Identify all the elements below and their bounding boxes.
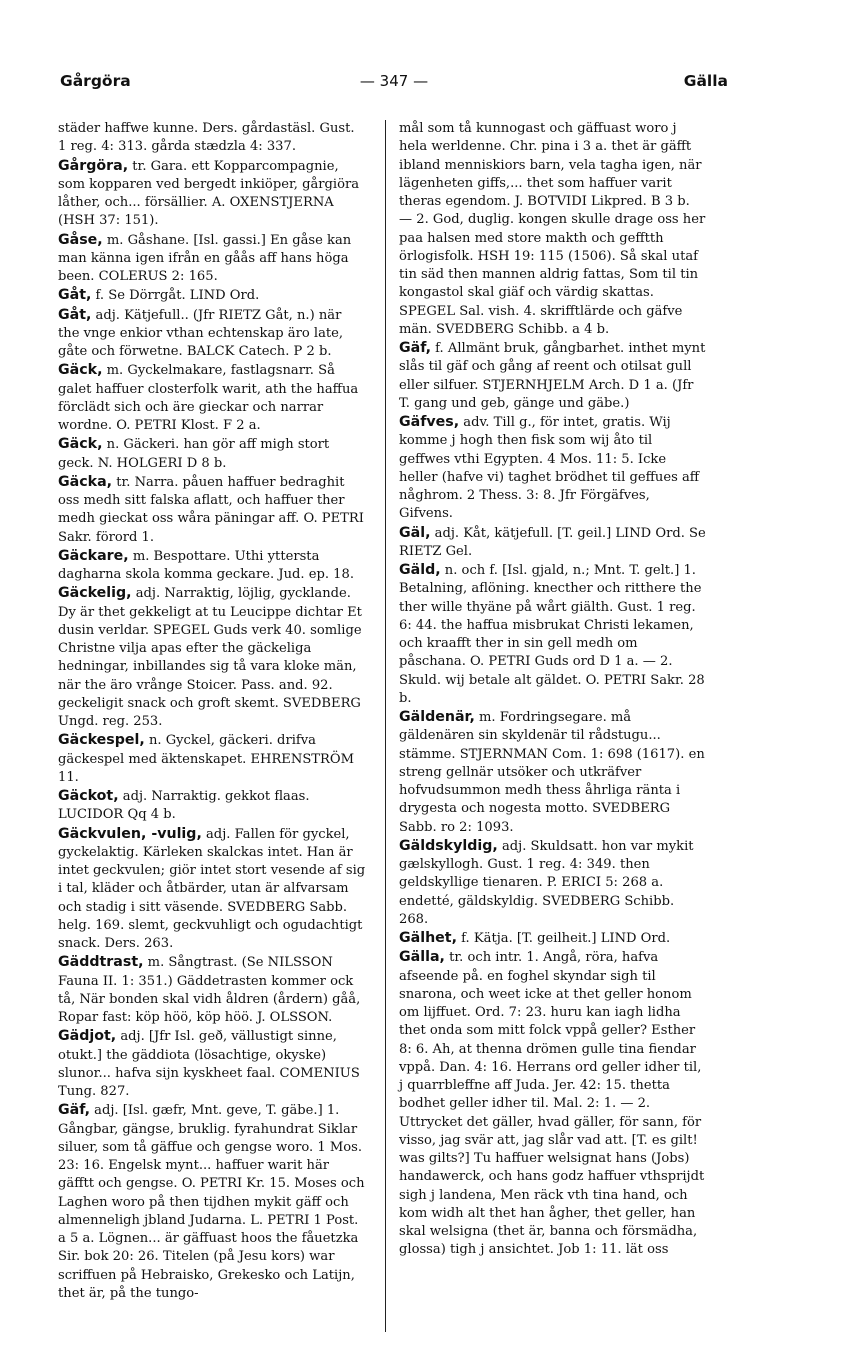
entry-text: adj. Skuldsatt. hon var mykit gælskyllogh. Gust. 1 reg. 4: 349. then geldskyllige tienaren. P. ERICI 5: 268 a. endetté, gäldskyldig. SVEDBERG Schibb. 268. (399, 838, 694, 927)
dictionary-entry (399, 413, 707, 524)
entry-text: f. Se Dörrgåt. LIND Ord. (91, 288, 260, 304)
entry-text: n. Gyckel, gäckeri. drifva gäckespel med äktenskapet. EHRENSTRÖM 11. (58, 733, 355, 785)
entry-text: adj. Narraktig. gekkot flaas. LUCIDOR Qq 4 b. (58, 789, 310, 823)
entry-headword: Gäck, (58, 436, 103, 453)
column-divider (385, 120, 386, 1332)
entry-text: mål som tå kunnogast och gäffuast woro j hela werldenne. Chr. pina i 3 a. thet är gäfft ibland menniskiors barn, vela tagha igen, när lägenheten giffs,... thet som haffuer varit theras egendom. J. BOTVIDI Likpred. B 3 b. — 2. God, duglig. kongen skulle drage oss her paa halsen med store makth och gefftth örlogisfolk. HSH 19: 115 (1506). Så skal utaf tin säd then mannen aldrig fattas, Som til tin kongastol skal giäf och värdig skattas. SPEGEL Sal. vish. 4. skrifftlärde och gäfve män. SVEDBERG Schibb. a 4 b. (399, 121, 706, 337)
entry-text: tr. Gara. ett Kopparcompagnie, som kopparen ved bergedt inkiöper, gårgiöra låther, och... försällier. A. OXENSTJERNA (HSH 37: 151). (58, 158, 360, 229)
dictionary-entry (399, 948, 707, 1259)
entry-text: adj. Kätjefull.. (Jfr RIETZ Gåt, n.) när the vnge enkior vthan echtenskap äro late, gåte och förwetne. BALCK Catech. P 2 b. (58, 307, 344, 359)
dictionary-entry (58, 1101, 366, 1303)
dictionary-entry (58, 157, 366, 231)
dictionary-entry (399, 524, 707, 562)
entry-headword: Gåt, (58, 287, 92, 304)
entry-headword: Gäckelig, (58, 585, 132, 602)
entry-headword: Gäcka, (58, 473, 113, 490)
entry-headword: Gäckvulen, -vulig, (58, 825, 202, 842)
left-column (58, 120, 366, 1303)
entry-headword: Gäld, (399, 562, 441, 578)
dictionary-entry (399, 339, 707, 413)
entry-headword: Gädjot, (58, 1028, 117, 1045)
entry-headword: Gäckespel, (58, 732, 145, 749)
entry-headword: Gåse, (58, 231, 103, 248)
entry-text: tr. Narra. påuen haffuer bedraghit oss medh sitt falska aflatt, och haffuer ther medh gieckat oss wåra päningar aff. O. PETRI Sakr. förord 1. (58, 474, 364, 545)
dictionary-entry (399, 708, 707, 837)
dictionary-entry (58, 731, 366, 787)
entry-headword: Gäckare, (58, 547, 129, 564)
right-column (399, 120, 707, 1260)
entry-headword: Gäf, (399, 340, 432, 356)
entry-text: städer haffwe kunne. Ders. gårdastäsl. Gust. 1 reg. 4: 313. gårda stædzla 4: 337. (58, 121, 355, 155)
entry-text: m. Fordringsegare. må gäldenären sin skyldenär til rådstugu... stämme. STJERNMAN Com. 1: 698 (1617). en streng gellnär utsöker och utkräfver hofvudsummon medh thess åhrliga ränta i drygesta och nogesta motto. SVEDBERG Sabb. ro 2: 1093. (399, 710, 705, 835)
dictionary-entry (58, 120, 366, 157)
entry-text: m. Sångtrast. (Se NILSSON Fauna II. 1: 351.) Gäddetrasten kommer ock tå, När bonden skal vidh åldren (årdern) gåå, Ropar fast: köp höö, köp höö. J. OLSSON. (58, 955, 361, 1025)
header-right-headword: Gälla (683, 72, 728, 90)
entry-text: m. Bespottare. Uthi yttersta dagharna skola komma geckare. Jud. ep. 18. (58, 548, 354, 582)
header-left-headword: Gårgöra (60, 72, 131, 90)
dictionary-entry (58, 1027, 366, 1101)
entry-text: n. Gäckeri. han gör aff migh stort geck. N. HOLGERI D 8 b. (58, 437, 330, 471)
dictionary-entry (58, 473, 366, 547)
entry-text: m. Gyckelmakare, fastlagsnarr. Så galet haffuer closterfolk warit, ath the haffua förclädt sich och äre gieckar och narrar wordne. O. PETRI Klost. F 2 a. (58, 363, 359, 433)
entry-headword: Gälla, (399, 949, 445, 966)
page-number: — 347 — (359, 72, 429, 90)
entry-text: adj. Fallen för gyckel, gyckelaktig. Kärleken skalckas intet. Han är intet geckvulen; giör intet stort vesende af sig i tal, kläder och åtbärder, utan är alfvarsam och stadig i sitt väsende. SVEDBERG Sabb. helg. 169. slemt, geckvuhligt och ogudachtigt snack. Ders. 263. (58, 826, 366, 951)
dictionary-entry (399, 837, 707, 929)
dictionary-entry (399, 929, 707, 948)
dictionary-entry (399, 561, 707, 708)
entry-text: m. Gåshane. [Isl. gassi.] En gåse kan man känna igen ifrån en gåås aff hans höga been. COLERUS 2: 165. (58, 232, 352, 284)
dictionary-entry (58, 231, 366, 287)
entry-headword: Gäldenär, (399, 709, 475, 725)
entry-headword: Gäf, (58, 1102, 91, 1119)
dictionary-entry (399, 120, 707, 339)
entry-headword: Gåt, (58, 306, 92, 323)
entry-text: adj. [Isl. gæfr, Mnt. geve, T. gäbe.] 1. Gångbar, gängse, bruklig. fyrahundrat Siklar siluer, som tå gäffue och gengse woro. 1 Mos. 23: 16. Engelsk mynt... haffuer warit här gäfftt och gengse. O. PETRI Kr. 15. Moses och Laghen woro på then tijdhen mykit gäff och almenneligh jbland Judarna. L. PETRI 1 Post. a 5 a. Lögnen... är gäffuast hoos the fåuetzka Sir. bok 20: 26. Titelen (på Jesu kors) war scriffuen på Hebraisko, Grekesko och Latijn, thet är, på the tungo- (58, 1103, 365, 1301)
entry-headword: Gäldskyldig, (399, 837, 498, 854)
dictionary-entry (58, 825, 366, 954)
entry-text: adj. [Jfr Isl. geð, vällustigt sinne, otukt.] the gäddiota (lösachtige, okyske) slunor... hafva sijn kyskheet faal. COMENIUS Tung. 827. (58, 1029, 360, 1099)
entry-text: f. Kätja. [T. geilheit.] LIND Ord. (456, 931, 671, 946)
entry-text: tr. och intr. 1. Angå, röra, hafva afseende på. en foghel skyndar sigh til snarona, och weet icke at thet geller honom om lijffuet. Ord. 7: 23. huru kan iagh lidha thet onda som mitt folck vppå geller? Esther 8: 6. Ah, at thenna drömen gulle tina fiendar vppå. Dan. 4: 16. Herrans ord geller idher til, j quarrbleffne aff Juda. Jer. 42: 15. thetta bodhet geller idher til. Mal. 2: 1. — 2. Uttrycket det gäller, hvad gäller, för sann, för visso, jag svär att, jag slår vad att. [T. es gilt! was gilts?] Tu haffuer welsignat hans (Jobs) handawerck, och hans godz haffuer vthsprijdt sigh j landena, Men räck vth tina hand, och kom widh alt thet han ågher, thet geller, han skal welsigna (thet är, banna och försmädha, glossa) tigh j ansichtet. Job 1: 11. lät oss (399, 950, 705, 1258)
dictionary-entry (58, 547, 366, 585)
entry-text: n. och f. [Isl. gjald, n.; Mnt. T. gelt.] 1. Betalning, aflöning. knecther och ritthere the ther wille thyäne på wårt giälth. Gust. 1 reg. 6: 44. the haffua misbrukat Christi lekamen, och kraafft ther in sin gell medh om påschana. O. PETRI Guds ord D 1 a. — 2. Skuld. wij betale alt gäldet. O. PETRI Sakr. 28 b. (399, 563, 705, 706)
entry-headword: Gäl, (399, 524, 431, 541)
entry-headword: Gälhet, (399, 930, 457, 946)
dictionary-entry (58, 361, 366, 435)
page-header (60, 72, 728, 96)
dictionary-entry (58, 286, 366, 305)
dictionary-entry (58, 435, 366, 473)
dictionary-entry (58, 584, 366, 731)
dictionary-entry (58, 787, 366, 825)
entry-headword: Gäckot, (58, 788, 119, 804)
entry-headword: Gårgöra, (58, 157, 129, 174)
entry-text: adj. Narraktig, löjlig, gycklande. Dy är thet gekkeligt at tu Leucippe dichtar Et dusin verldar. SPEGEL Guds verk 40. somlige Christne vilja apas efter the gäckeliga hedningar, inbillandes sig tå vara kloke män, när the äro vrånge Stoicer. Pass. and. 92. geckeligit snack och groft skemt. SVEDBERG Ungd. reg. 253. (58, 586, 362, 729)
entry-headword: Gäddtrast, (58, 954, 144, 971)
dictionary-entry (58, 953, 366, 1027)
entry-text: adj. Kåt, kätjefull. [T. geil.] LIND Ord. Se RIETZ Gel. (399, 525, 706, 559)
entry-headword: Gäfves, (399, 414, 460, 430)
entry-text: f. Allmänt bruk, gångbarhet. inthet mynt slås til gäf och gång af reent och otilsat gull eller silfuer. STJERNHJELM Arch. D 1 a. (Jfr T. gang und geb, gänge und gäbe.) (399, 341, 706, 411)
entry-headword: Gäck, (58, 362, 103, 379)
entry-text: adv. Till g., för intet, gratis. Wij komme j hogh then fisk som wij åto til geffwes vthi Egypten. 4 Mos. 11: 5. Icke heller (hafve vi) taghet brödhet til geffues aff någhrom. 2 Thess. 3: 8. Jfr Förgäfves, Gifvens. (399, 415, 700, 522)
dictionary-entry (58, 306, 366, 362)
